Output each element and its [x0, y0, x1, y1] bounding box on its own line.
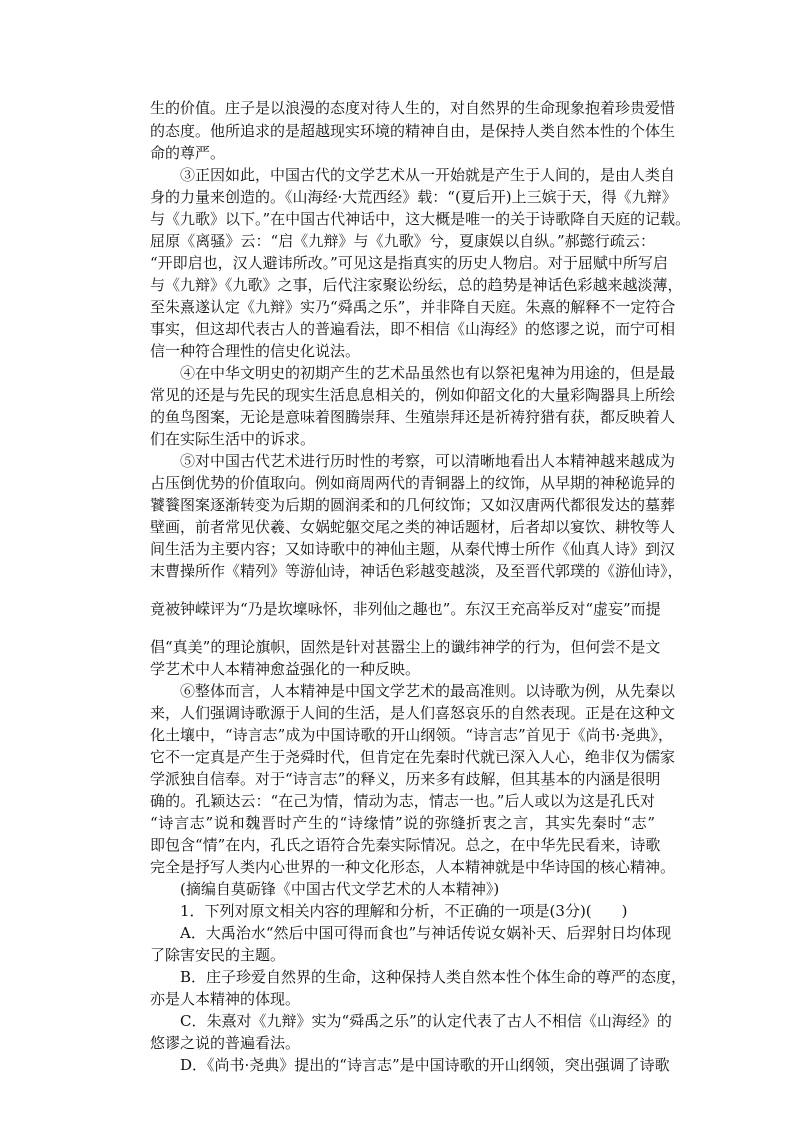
- text-line: 们在实际生活中的诉求。: [150, 430, 316, 448]
- text-line: 生的价值。庄子是以浪漫的态度对待人生的，对自然界的生命现象抱着珍贵爱惜: [150, 99, 676, 117]
- text-line: 的态度。他所追求的是超越现实环境的精神自由，是保持人类自然本性的个体生: [150, 122, 676, 140]
- text-line: 身的力量来创造的。《山海经·大荒西经》载：“(夏后开)上三嫔于天，得《九辩》: [150, 188, 677, 206]
- text-line: C．朱熹对《九辩》实为“舜禹之乐”的认定代表了古人不相信《山海经》的: [150, 1012, 672, 1030]
- text-line: 倡“真美”的理论旗帜，固然是针对甚嚣尘上的谶纬神学的行为，但何尝不是文: [150, 638, 661, 656]
- text-line: 末曹操所作《精列》等游仙诗，神话色彩越变越淡，及至晋代郭璞的《游仙诗》，: [150, 562, 683, 580]
- text-line: 学艺术中人本精神愈益强化的一种反映。: [150, 660, 421, 678]
- text-line: 命的尊严。: [150, 144, 226, 162]
- text-line: 化土壤中，“诗言志”成为中国诗歌的开山纲领。“诗言志”首见于《尚书·尧典》，: [150, 726, 673, 744]
- text-line: 完全是抒写人类内心世界的一种文化形态，人本精神就是中华诗国的核心精神。: [150, 858, 676, 876]
- text-line: B．庄子珍爱自然界的生命，这种保持人类自然本性个体生命的尊严的态度，: [150, 968, 687, 986]
- text-line: 来，人们强调诗歌源于人间的生活，是人们喜怒哀乐的自然表现。正是在这种文: [150, 704, 676, 722]
- text-line: 竟被钟嵘评为“乃是坎壈咏怀，非列仙之趣也”。东汉王充高举反对“虚妄”而提: [150, 600, 661, 618]
- text-line: 常见的还是与先民的现实生活息息相关的，例如仰韶文化的大量彩陶器具上所绘: [150, 386, 676, 404]
- text-line: ③正因如此，中国古代的文学艺术从一开始就是产生于人间的，是由人类自: [150, 166, 676, 184]
- text-line: 学派独自信奉。对于“诗言志”的释义，历来多有歧解，但其基本的内涵是很明: [150, 770, 661, 788]
- text-line: 了除害安民的主题。: [150, 946, 286, 964]
- text-line: 信一种符合理性的信史化说法。: [150, 342, 361, 360]
- text-line: D．《尚书·尧典》提出的“诗言志”是中国诗歌的开山纲领，突出强调了诗歌: [150, 1056, 670, 1074]
- text-line: 与《九歌》以下。”在中国古代神话中，这大概是唯一的关于诗歌降自天庭的记载。: [150, 210, 691, 228]
- text-line: 饕餮图案逐渐转变为后期的圆润柔和的几何纹饰；又如汉唐两代都很发达的墓葬: [150, 496, 676, 514]
- text-line: ⑤对中国古代艺术进行历时性的考察，可以清晰地看出人本精神越来越成为: [150, 452, 676, 470]
- text-line: ④在中华文明史的初期产生的艺术品虽然也有以祭祀鬼神为用途的，但是最: [150, 364, 676, 382]
- text-line: 间生活为主要内容；又如诗歌中的神仙主题，从秦代博士所作《仙真人诗》到汉: [150, 540, 676, 558]
- text-line: 1．下列对原文相关内容的理解和分析，不正确的一项是(3分)( ): [150, 902, 628, 920]
- text-line: A．大禹治水“然后中国可得而食也”与神话传说女娲补天、后羿射日均体现: [150, 924, 672, 942]
- text-line: 占压倒优势的价值取向。例如商周两代的青铜器上的纹饰，从早期的神秘诡异的: [150, 474, 676, 492]
- text-line: 它不一定真是产生于尧舜时代，但肯定在先秦时代就已深入人心，绝非仅为儒家: [150, 748, 676, 766]
- text-line: 壁画，前者常见伏羲、女娲蛇躯交尾之类的神话题材，后者却以宴饮、耕牧等人: [150, 518, 676, 536]
- text-line: 悠谬之说的普遍看法。: [150, 1034, 301, 1052]
- text-line: “诗言志”说和魏晋时产生的“诗缘情”说的弥缝折衷之言，其实先秦时“志”: [150, 814, 655, 832]
- text-line: 即包含“情”在内，孔氏之语符合先秦实际情况。总之，在中华先民看来，诗歌: [150, 836, 661, 854]
- text-line: 事实，但这却代表古人的普遍看法，即不相信《山海经》的悠谬之说，而宁可相: [150, 320, 676, 338]
- text-line: “开即启也，汉人避讳所改。”可见这是指真实的历史人物启。对于屈赋中所写启: [150, 254, 668, 272]
- text-line: 屈原《离骚》云：“启《九辩》与《九歌》兮，夏康娱以自纵。”郝懿行疏云：: [150, 232, 655, 250]
- text-line: 确的。孔颖达云：“在己为情，情动为志，情志一也。”后人或以为这是孔氏对: [150, 792, 655, 810]
- text-line: 的鱼鸟图案，无论是意味着图腾崇拜、生殖崇拜还是祈祷狩猎有获，都反映着人: [150, 408, 676, 426]
- text-line: (摘编自莫砺锋《中国古代文学艺术的人本精神》): [150, 880, 500, 898]
- text-line: 至朱熹遂认定《九辩》实乃“舜禹之乐”，并非降自天庭。朱熹的解释不一定符合: [150, 298, 676, 316]
- text-line: 亦是人本精神的体现。: [150, 990, 301, 1008]
- text-line: ⑥整体而言，人本精神是中国文学艺术的最高准则。以诗歌为例，从先秦以: [150, 682, 676, 700]
- text-line: 与《九辩》《九歌》之事，后代注家聚讼纷纭，总的趋势是神话色彩越来越淡薄，: [150, 276, 683, 294]
